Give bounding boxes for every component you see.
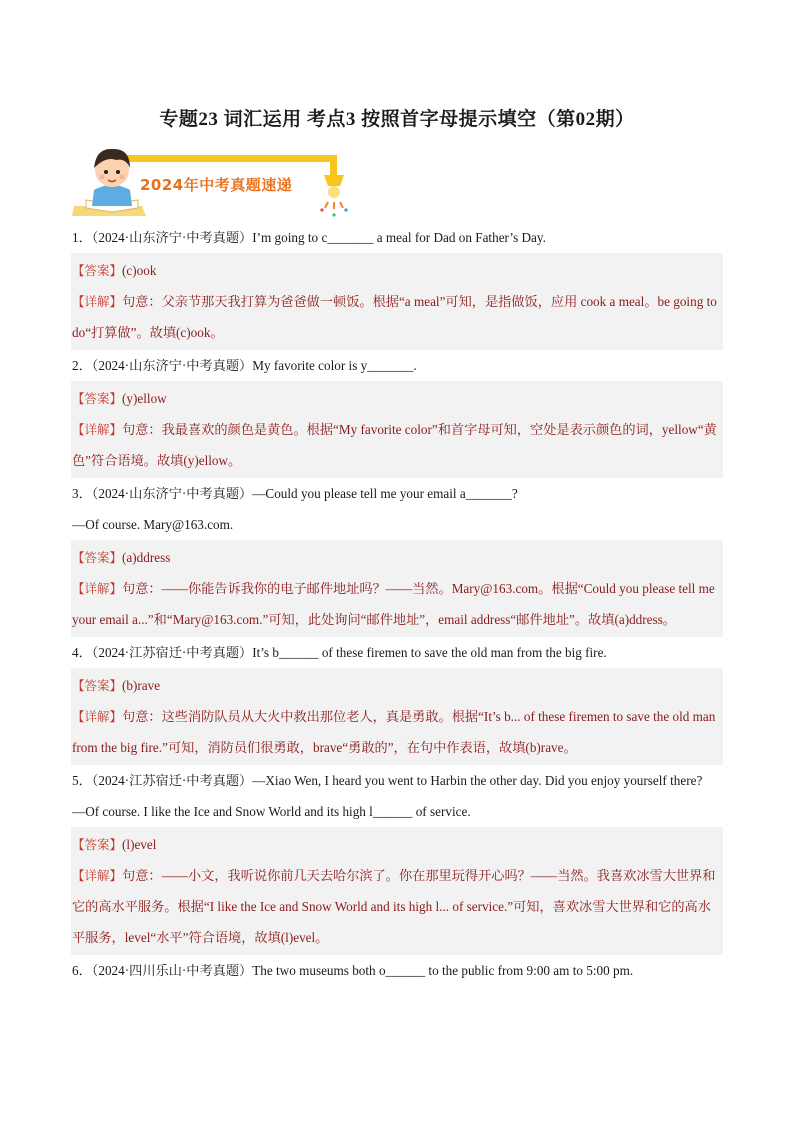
detail-text: 句意：——你能告诉我你的电子邮件地址吗？——当然。Mary@163.com。根据“Could you please tell me your email a...”和“Mary@163.com.”可知，此处询问“邮件地址”，email address“邮件地址”。故填(a)ddress。 bbox=[72, 581, 715, 627]
answer-value: (b)rave bbox=[122, 678, 161, 693]
detail-tag: 【详解】 bbox=[72, 294, 123, 309]
detail-text: 句意：我最喜欢的颜色是黄色。根据“My favorite color”和首字母可知，空处是表示颜色的词，yellow“黄色”符合语境。故填(y)ellow。 bbox=[72, 422, 717, 468]
answer-value: (a)ddress bbox=[122, 550, 171, 565]
banner-title: 2024年中考真题速递 bbox=[140, 176, 293, 194]
page-title: 专题23 词汇运用 考点3 按照首字母提示填空（第02期） bbox=[159, 109, 635, 130]
question-stem: 4．（2024·江苏宿迁·中考真题）It’s b______ of these firemen to save the old man from the big fire. bbox=[72, 645, 607, 660]
answer-line bbox=[71, 542, 723, 573]
detail-line bbox=[71, 414, 723, 476]
answer-tag: 【答案】 bbox=[72, 391, 123, 406]
question-stem-reply: —Of course. Mary@163.com. bbox=[72, 517, 234, 532]
question-stem: 2．（2024·山东济宁·中考真题）My favorite color is y_______. bbox=[72, 358, 417, 373]
question-stem: 1．（2024·山东济宁·中考真题）I’m going to c_______ a meal for Dad on Father’s Day. bbox=[72, 230, 546, 245]
question-stem-reply: —Of course. I like the Ice and Snow World and its high l______ of service. bbox=[72, 804, 471, 819]
detail-tag: 【详解】 bbox=[72, 709, 123, 724]
detail-text: 句意：父亲节那天我打算为爸爸做一顿饭。根据“a meal”可知，是指做饭，应用 cook a meal。be going to do“打算做”。故填(c)ook。 bbox=[72, 294, 717, 340]
detail-line bbox=[71, 701, 723, 763]
detail-text: 句意：——小文，我听说你前几天去哈尔滨了。你在那里玩得开心吗？——当然。我喜欢冰雪大世界和它的高水平服务。根据“I like the Ice and Snow World and its high l... of service.”可知，喜欢冰雪大世界和它的高水平服务，level“水平”符合语境，故填(l)evel。 bbox=[72, 868, 716, 945]
answer-line bbox=[71, 829, 723, 860]
detail-text: 句意：这些消防队员从大火中救出那位老人，真是勇敢。根据“It’s b... of these firemen to save the old man from the big fire.”可知，消防员们很勇敢，brave“勇敢的”，在句中作表语，故填(b)rave。 bbox=[72, 709, 716, 755]
detail-tag: 【详解】 bbox=[72, 581, 123, 596]
answer-line bbox=[71, 670, 723, 701]
answer-box bbox=[71, 381, 723, 478]
answer-box bbox=[71, 668, 723, 765]
detail-line bbox=[71, 286, 723, 348]
answer-tag: 【答案】 bbox=[72, 678, 123, 693]
detail-tag: 【详解】 bbox=[72, 868, 123, 883]
answer-value: (y)ellow bbox=[122, 391, 167, 406]
question-stem: 5．（2024·江苏宿迁·中考真题）—Xiao Wen, I heard you went to Harbin the other day. Did you enjoy yourself there? bbox=[72, 773, 703, 788]
detail-tag: 【详解】 bbox=[72, 422, 123, 437]
answer-box bbox=[71, 827, 723, 955]
answer-tag: 【答案】 bbox=[72, 550, 123, 565]
answer-value: (c)ook bbox=[122, 263, 157, 278]
answer-line bbox=[71, 383, 723, 414]
answer-box bbox=[71, 253, 723, 350]
detail-line bbox=[71, 573, 723, 635]
answer-tag: 【答案】 bbox=[72, 263, 123, 278]
question-stem: 6．（2024·四川乐山·中考真题）The two museums both o______ to the public from 9:00 am to 5:00 pm. bbox=[72, 963, 634, 978]
answer-box bbox=[71, 540, 723, 637]
answer-value: (l)evel bbox=[122, 837, 157, 852]
question-stem: 3．（2024·山东济宁·中考真题）—Could you please tell me your email a_______? bbox=[72, 486, 518, 501]
question-list bbox=[71, 222, 723, 986]
detail-line bbox=[71, 860, 723, 953]
answer-line bbox=[71, 255, 723, 286]
answer-tag: 【答案】 bbox=[72, 837, 123, 852]
